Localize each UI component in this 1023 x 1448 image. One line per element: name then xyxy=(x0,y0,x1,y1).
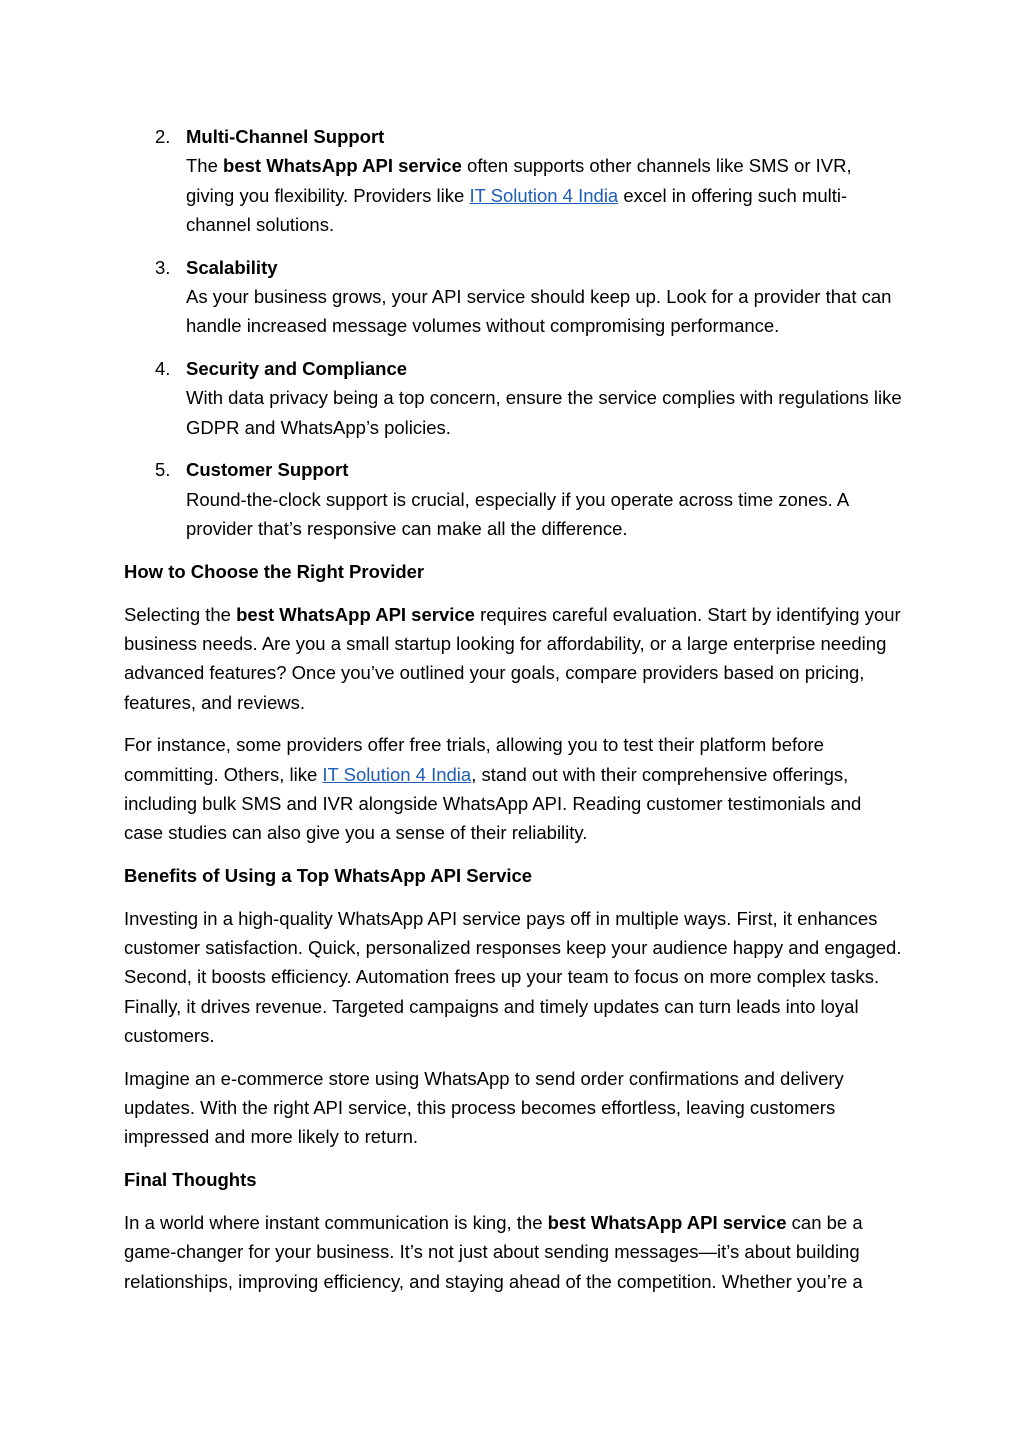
text-run: The xyxy=(186,155,224,177)
text-run: For instance, some providers offer free trials, allowing you to test their platform before committing. Others, like xyxy=(124,734,824,785)
list-number: 3. xyxy=(155,256,171,278)
numbered-list xyxy=(124,122,904,543)
list-item xyxy=(124,354,904,442)
list-item-title: Security and Compliance xyxy=(186,358,408,380)
list-number: 5. xyxy=(155,459,171,481)
text-run: excel in offering such multi-channel solutions. xyxy=(186,184,848,235)
list-number: 2. xyxy=(155,126,171,147)
text-run: often supports other channels like SMS or IVR, giving you flexibility. Providers like xyxy=(186,155,852,206)
section-choose-provider xyxy=(124,557,904,848)
paragraph xyxy=(124,1208,904,1296)
section-heading: Final Thoughts xyxy=(124,1169,257,1191)
section-heading: How to Choose the Right Provider xyxy=(124,560,425,582)
paragraph xyxy=(124,904,904,1050)
document-page xyxy=(124,122,904,1309)
text-run: requires careful evaluation. Start by identifying your business needs. Are you a small startup looking for affordability, or a large enterprise needing advanced features? Once you’ve outlined your goals, compare providers based on pricing, features, and reviews. xyxy=(124,603,901,713)
paragraph xyxy=(124,730,904,847)
text-run: Imagine an e-commerce store using WhatsApp to send order confirmations and delivery updates. With the right API service, this process becomes effortless, leaving customers impressed and more likely to return. xyxy=(124,1067,844,1148)
list-item-body xyxy=(186,151,904,239)
list-item xyxy=(124,455,904,543)
bold-text: best WhatsApp API service xyxy=(223,155,462,177)
list-item xyxy=(124,122,904,239)
section-heading: Benefits of Using a Top WhatsApp API Service xyxy=(124,865,533,887)
it-solution-link[interactable]: IT Solution 4 India xyxy=(322,763,472,785)
text-run: Investing in a high-quality WhatsApp API service pays off in multiple ways. First, it enhances customer satisfaction. Quick, personalized responses keep your audience happy and engaged. Second, it boosts efficiency. Automation frees up your team to focus on more complex tasks. Finally, it drives revenue. Targeted campaigns and timely updates can turn leads into loyal customers. xyxy=(124,907,902,1047)
list-item-title: Scalability xyxy=(186,256,278,278)
it-solution-link[interactable]: IT Solution 4 India xyxy=(469,184,619,206)
list-item-body xyxy=(186,485,904,544)
list-item-title: Customer Support xyxy=(186,459,349,481)
text-run: , stand out with their comprehensive offerings, including bulk SMS and IVR alongside WhatsApp API. Reading customer testimonials and case studies can also give you a sense of their reliability. xyxy=(124,763,862,844)
list-item xyxy=(124,253,904,341)
bold-text: best WhatsApp API service xyxy=(236,603,475,625)
bold-text: best WhatsApp API service xyxy=(547,1212,787,1233)
text-run: In a world where instant communication is king, the xyxy=(124,1212,548,1233)
text-run: As your business grows, your API service should keep up. Look for a provider that can handle increased message volumes without compromising performance. xyxy=(186,285,892,337)
text-run: Selecting the xyxy=(124,603,237,625)
text-run: Round-the-clock support is crucial, especially if you operate across time zones. A provider that’s responsive can make all the difference. xyxy=(186,488,849,540)
section-benefits xyxy=(124,861,904,1152)
paragraph xyxy=(124,600,904,717)
text-run: can be a game-changer for your business. It’s not just about sending messages—it’s about building relationships, improving efficiency, and staying ahead of the competition. Whether you’re a xyxy=(124,1212,863,1292)
list-item-body xyxy=(186,282,904,341)
list-number: 4. xyxy=(155,358,171,380)
list-item-title: Multi-Channel Support xyxy=(186,126,385,147)
section-final-thoughts xyxy=(124,1165,904,1296)
paragraph xyxy=(124,1064,904,1152)
text-run: With data privacy being a top concern, ensure the service complies with regulations like GDPR and WhatsApp’s policies. xyxy=(186,387,902,438)
list-item-body xyxy=(186,383,904,442)
